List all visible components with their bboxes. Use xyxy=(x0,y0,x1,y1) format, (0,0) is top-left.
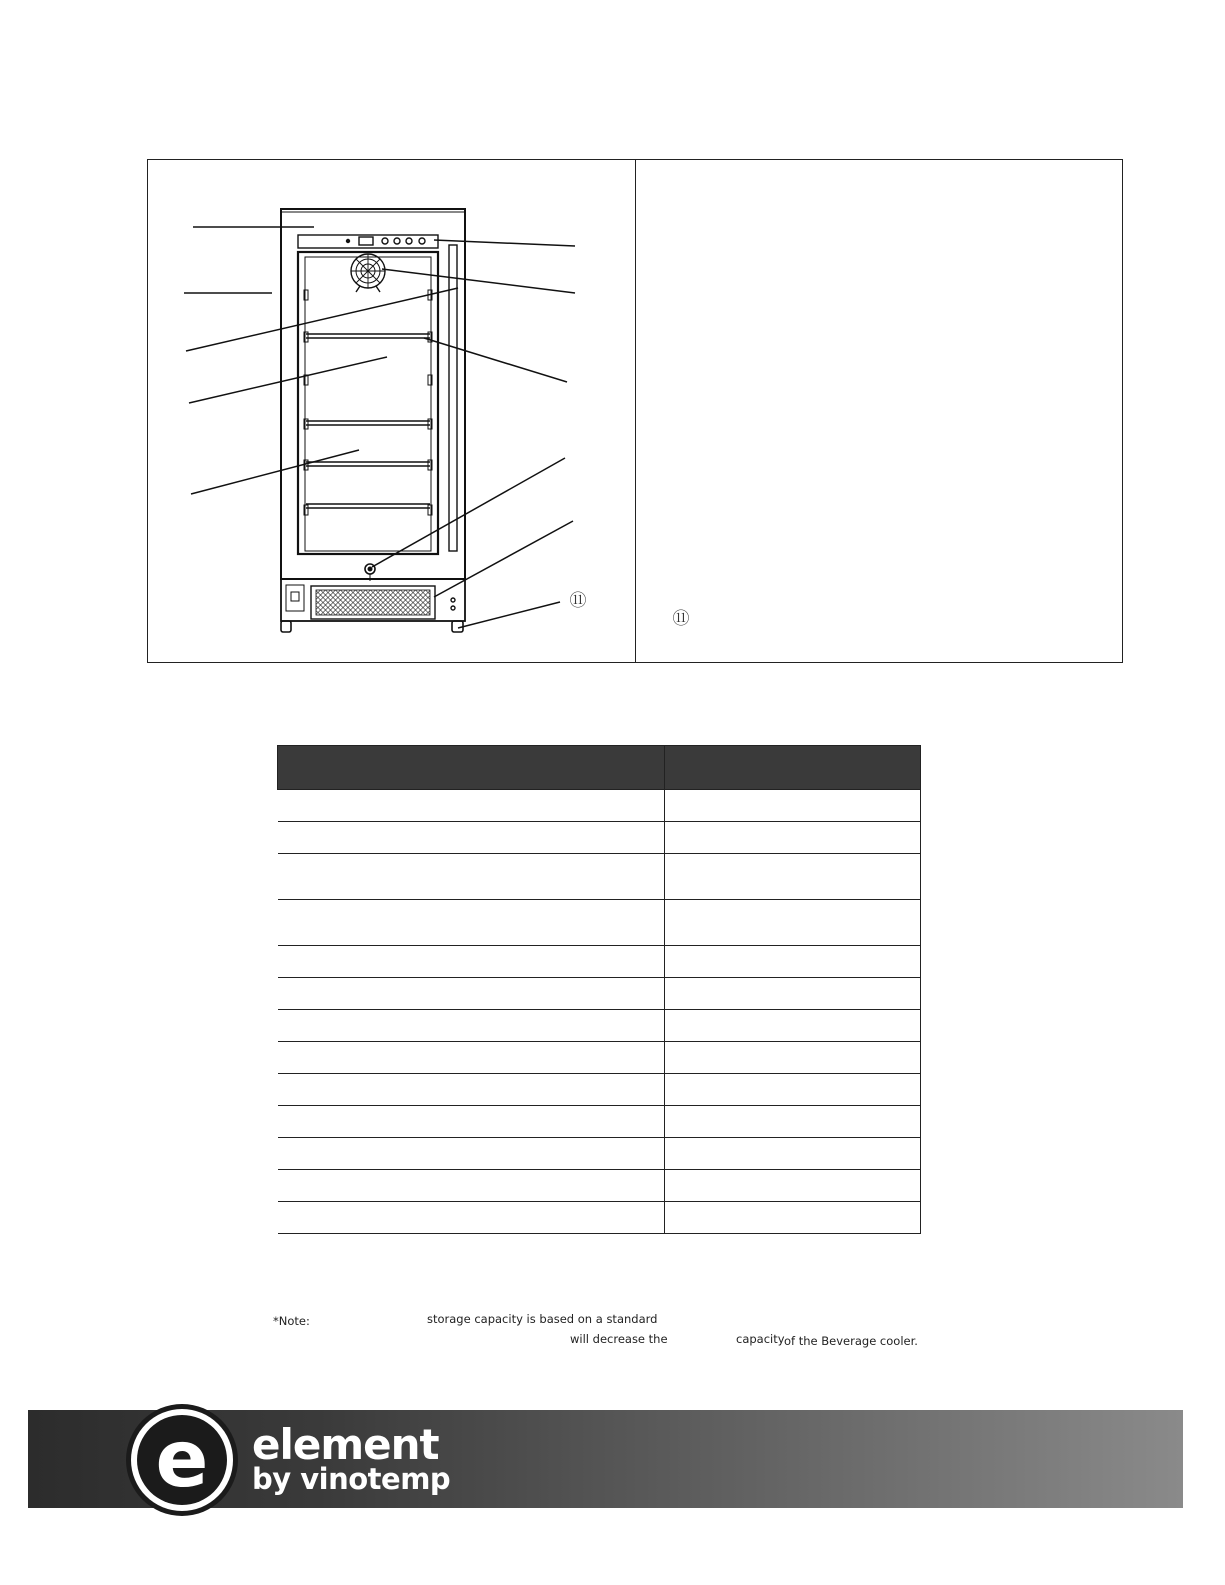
spec-feature-cell xyxy=(278,790,665,822)
table-row xyxy=(278,1138,921,1170)
spec-feature-cell xyxy=(278,900,665,946)
table-row xyxy=(278,1074,921,1106)
table-row xyxy=(278,1042,921,1074)
spec-table-header xyxy=(278,746,921,790)
spec-feature-cell xyxy=(278,854,665,900)
spec-feature-cell xyxy=(278,1138,665,1170)
spec-feature-cell xyxy=(278,822,665,854)
spec-value-cell xyxy=(665,1202,921,1234)
spec-feature-cell xyxy=(278,946,665,978)
table-row xyxy=(278,978,921,1010)
spec-feature-cell xyxy=(278,1042,665,1074)
table-row xyxy=(278,1010,921,1042)
spec-value-cell xyxy=(665,822,921,854)
element-logo-icon xyxy=(124,1402,240,1518)
table-row xyxy=(278,1202,921,1234)
legend-11-label: ⑪ xyxy=(672,609,690,629)
spec-table xyxy=(277,745,921,1234)
spec-value-cell xyxy=(665,946,921,978)
spec-feature-cell xyxy=(278,1010,665,1042)
table-row xyxy=(278,900,921,946)
table-row xyxy=(278,790,921,822)
note-line2-c: of the Beverage cooler. xyxy=(784,1334,918,1348)
note-line2-a: will decrease the xyxy=(570,1332,668,1346)
callout-11-label: ⑪ xyxy=(569,591,587,611)
note-line2-b: capacity xyxy=(736,1332,785,1346)
spec-value-cell xyxy=(665,854,921,900)
table-row xyxy=(278,946,921,978)
spec-value-cell xyxy=(665,1106,921,1138)
beverage-cooler-diagram xyxy=(148,160,634,662)
table-row xyxy=(278,1106,921,1138)
spec-value-cell xyxy=(665,978,921,1010)
table-row xyxy=(278,854,921,900)
spec-feature-cell xyxy=(278,1202,665,1234)
spec-header-value xyxy=(665,746,921,790)
spec-feature-cell xyxy=(278,1074,665,1106)
spec-value-cell xyxy=(665,790,921,822)
spec-header-feature xyxy=(278,746,665,790)
note-label: *Note: xyxy=(273,1314,310,1328)
spec-table-body xyxy=(278,790,921,1234)
spec-feature-cell xyxy=(278,1170,665,1202)
brand-subtitle: by vinotemp xyxy=(252,1462,451,1496)
parts-diagram-box xyxy=(147,159,1123,663)
spec-value-cell xyxy=(665,1010,921,1042)
spec-value-cell xyxy=(665,1074,921,1106)
spec-value-cell xyxy=(665,1138,921,1170)
table-row xyxy=(278,822,921,854)
logo-letter: e xyxy=(155,1415,209,1505)
spec-feature-cell xyxy=(278,978,665,1010)
table-row xyxy=(278,1170,921,1202)
spec-value-cell xyxy=(665,1042,921,1074)
note-line1: storage capacity is based on a standard xyxy=(427,1312,658,1326)
spec-feature-cell xyxy=(278,1106,665,1138)
parts-divider xyxy=(635,160,636,662)
spec-value-cell xyxy=(665,1170,921,1202)
spec-value-cell xyxy=(665,900,921,946)
brand-name: element xyxy=(252,1420,439,1469)
